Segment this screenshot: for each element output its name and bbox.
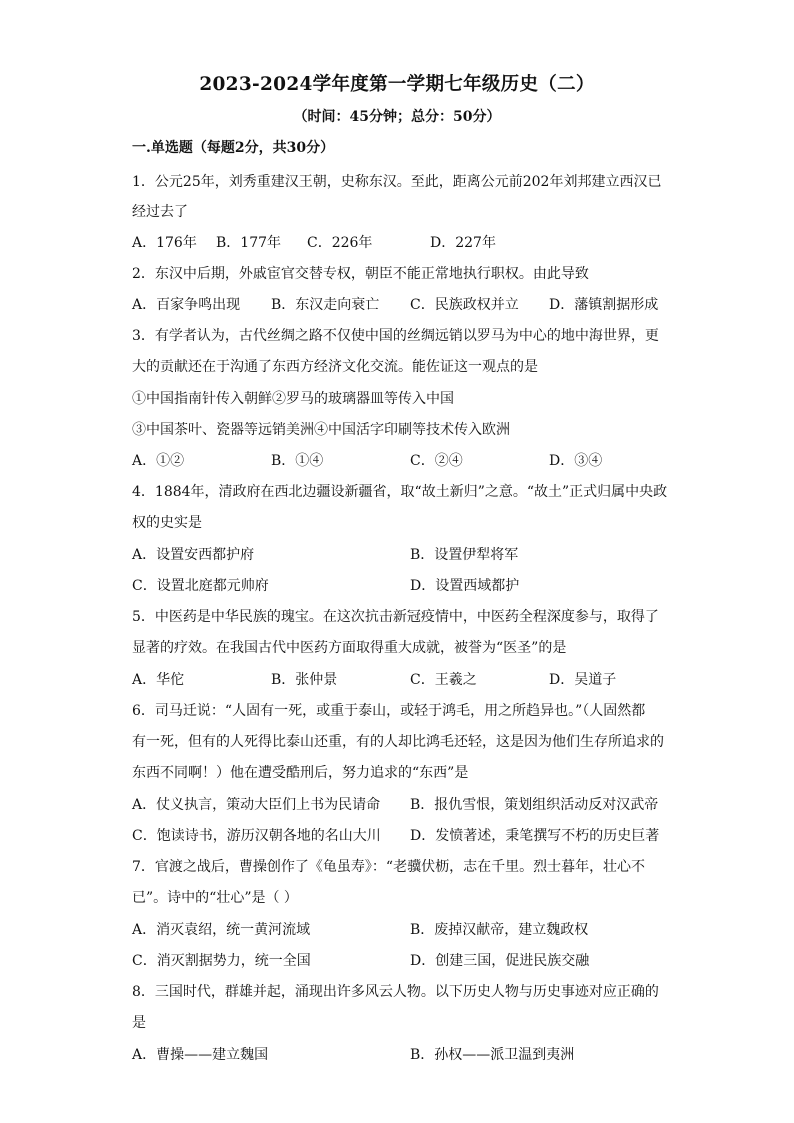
q2-option-c: C．民族政权并立 (410, 297, 519, 313)
q7-option-c: C．消灭割据势力，统一全国 (132, 953, 311, 969)
q5-stem-line-1: 5．中医药是中华民族的瑰宝。在这次抗击新冠疫情中，中医药全程深度参与，取得了 (132, 609, 659, 625)
q6-stem-line-1: 6．司马迁说：“人固有一死，或重于泰山，或轻于鸿毛，用之所趋异也。”（人固然都 (132, 703, 646, 719)
q3-stem-line-3: ①中国指南针传入朝鲜②罗马的玻璃器皿等传入中国 (132, 391, 454, 407)
q1-option-c: C．226年 (307, 235, 373, 251)
q5-option-c: C．王羲之 (410, 672, 477, 688)
q7-stem-line-2: 已”。诗中的“壮心”是（ ） (132, 890, 298, 906)
section-heading: 一.单选题（每题2分，共30分） (132, 140, 335, 156)
q3-stem-line-4: ③中国茶叶、瓷器等远销美洲④中国活字印刷等技术传入欧洲 (132, 422, 510, 438)
q7-option-a: A．消灭袁绍，统一黄河流域 (132, 922, 311, 938)
q5-option-a: A．华佗 (132, 672, 185, 688)
q3-stem-line-2: 大的贡献还在于沟通了东西方经济文化交流。能佐证这一观点的是 (132, 359, 538, 375)
q7-option-d: D．创建三国，促进民族交融 (410, 953, 590, 969)
q2-option-a: A．百家争鸣出现 (132, 297, 241, 313)
q3-option-a: A．①② (132, 453, 185, 469)
q6-option-b: B．报仇雪恨，策划组织活动反对汉武帝 (410, 797, 659, 813)
q4-option-c: C．设置北庭都元帅府 (132, 578, 269, 594)
q3-option-d: D．③④ (549, 453, 603, 469)
q1-option-b: B．177年 (216, 235, 282, 251)
q3-option-c: C．②④ (410, 453, 463, 469)
q3-stem-line-1: 3．有学者认为，古代丝绸之路不仅使中国的丝绸远销以罗马为中心的地中海世界，更 (132, 328, 659, 344)
exam-subtitle: （时间：45分钟；总分：50分） (293, 109, 501, 125)
q1-stem-line-1: 1．公元25年，刘秀重建汉王朝，史称东汉。至此，距离公元前202年刘邦建立西汉已 (132, 174, 662, 190)
q1-option-d: D．227年 (430, 235, 496, 251)
q1-option-a: A．176年 (132, 235, 197, 251)
q8-stem-line-1: 8．三国时代，群雄并起，涌现出许多风云人物。以下历史人物与历史事迹对应正确的 (132, 984, 659, 1000)
q8-option-a: A．曹操——建立魏国 (132, 1047, 269, 1063)
q6-option-a: A．仗义执言，策动大臣们上书为民请命 (132, 797, 381, 813)
q2-option-b: B．东汉走向衰亡 (271, 297, 380, 313)
q4-option-a: A．设置安西都护府 (132, 547, 255, 563)
q8-option-b: B．孙权——派卫温到夷洲 (410, 1047, 575, 1063)
q5-stem-line-2: 显著的疗效。在我国古代中医药方面取得重大成就，被誉为“医圣”的是 (132, 640, 567, 656)
q8-stem-line-2: 是 (132, 1015, 146, 1031)
q4-option-b: B．设置伊犁将军 (410, 547, 519, 563)
q6-stem-line-2: 有一死，但有的人死得比泰山还重，有的人却比鸿毛还轻，这是因为他们生存所追求的 (132, 734, 664, 750)
q6-option-d: D．发愤著述，秉笔撰写不朽的历史巨著 (410, 828, 660, 844)
q6-stem-line-3: 东西不同啊！）他在遭受酷刑后，努力追求的“东西”是 (132, 765, 469, 781)
q4-option-d: D．设置西域都护 (410, 578, 520, 594)
exam-title: 2023-2024学年度第一学期七年级历史（二） (199, 74, 595, 95)
q4-stem-line-2: 权的史实是 (132, 515, 202, 531)
q7-option-b: B．废掉汉献帝，建立魏政权 (410, 922, 589, 938)
q2-option-d: D．藩镇割据形成 (549, 297, 659, 313)
q1-stem-line-2: 经过去了 (132, 204, 188, 220)
q5-option-d: D．吴道子 (549, 672, 617, 688)
q6-option-c: C．饱读诗书，游历汉朝各地的名山大川 (132, 828, 381, 844)
q7-stem-line-1: 7．官渡之战后，曹操创作了《龟虽寿》：“老骥伏枥，志在千里。烈士暮年，壮心不 (132, 859, 646, 875)
q3-option-b: B．①④ (271, 453, 324, 469)
q4-stem-line-1: 4．1884年，清政府在西北边疆设新疆省，取“故土新归”之意。“故土”正式归属中央政 (132, 484, 668, 500)
q2-stem-line-1: 2．东汉中后期，外戚宦官交替专权，朝臣不能正常地执行职权。由此导致 (132, 266, 589, 282)
q5-option-b: B．张仲景 (271, 672, 338, 688)
